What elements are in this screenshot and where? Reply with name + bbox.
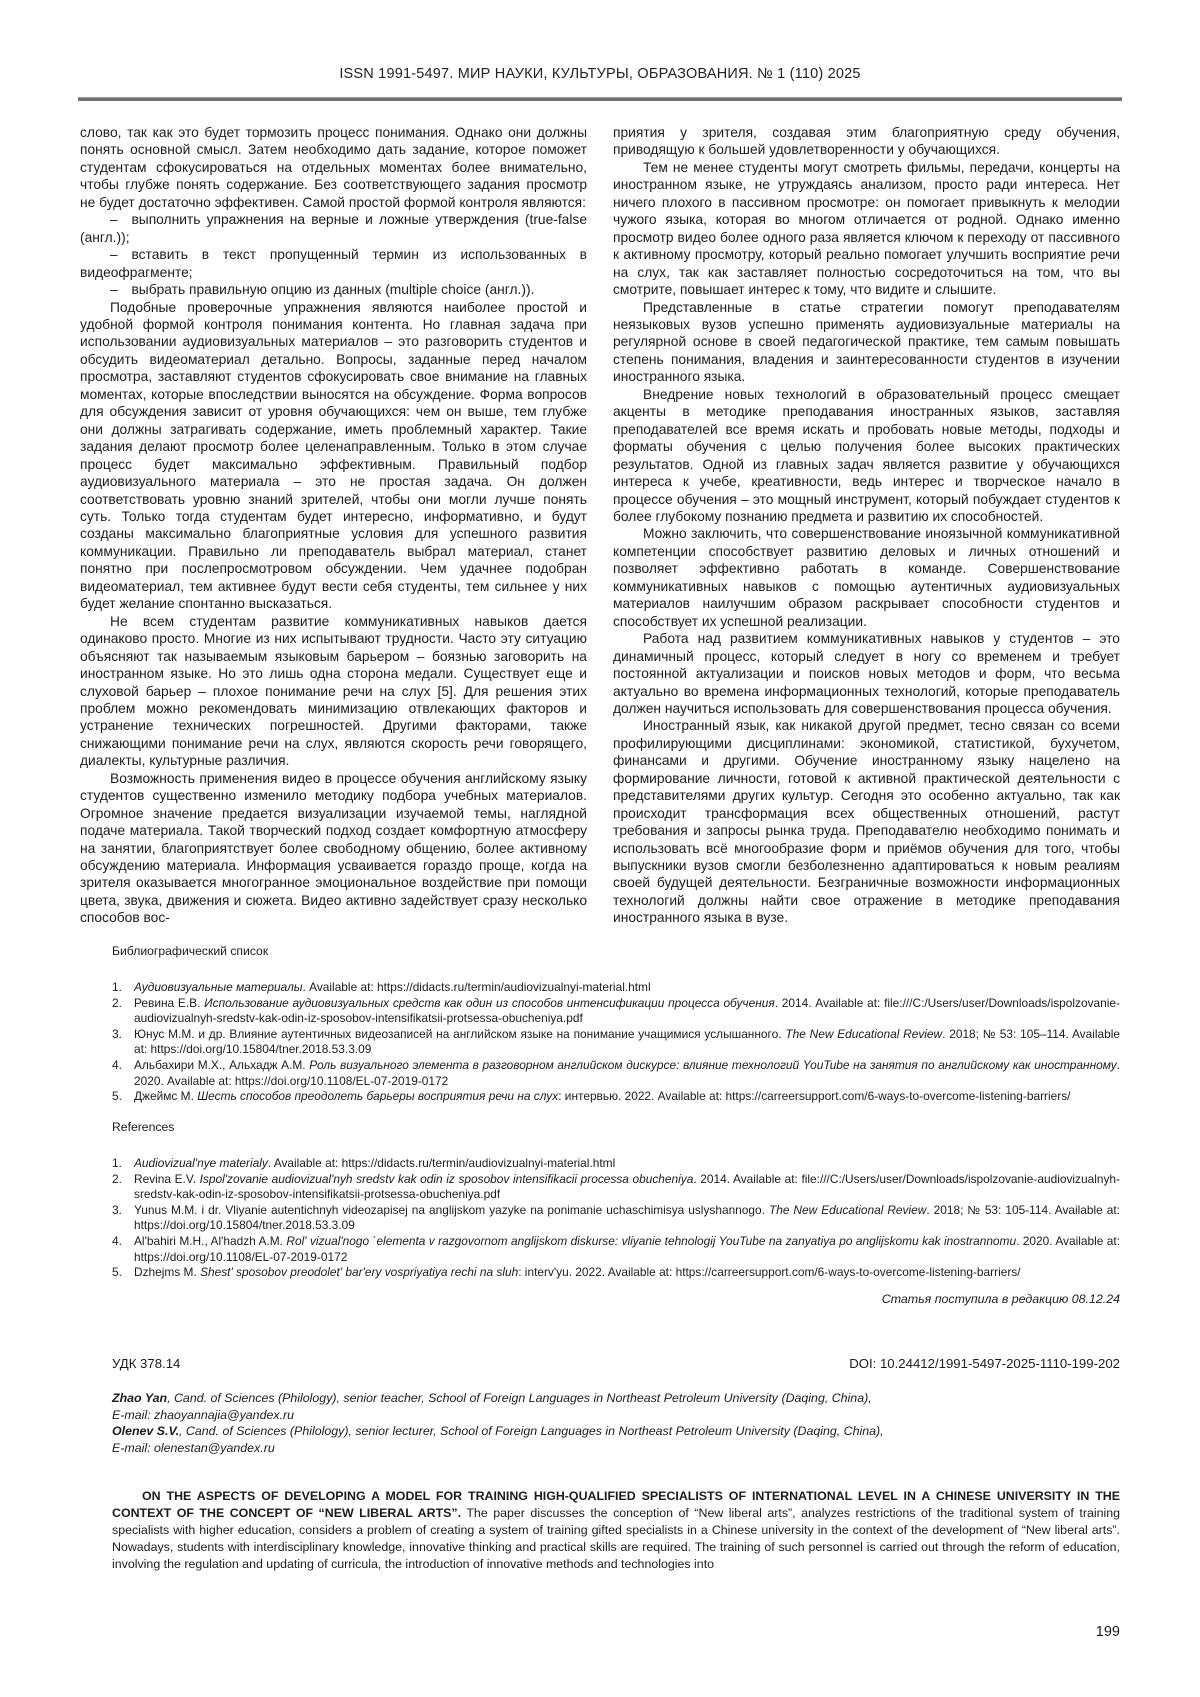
page-number: 199: [1095, 1624, 1120, 1640]
bibliography-list: [80, 980, 1120, 1105]
reference-item: 5. Dzhejms M. Shest' sposobov preodolet' bar'ery vospriyatiya rechi na sluh: interv'yu. 2022. Available at: https://carreersupport.com/6-ways-to-overcome-listening-barriers/: [112, 1265, 1021, 1280]
paragraph: Работа над развитием коммуникативных навыков у студентов – это динамичный процесс, который следует в ногу со временем и требует постоянной актуализации и поисков новых методов и форм, что весьма актуально во времена информационных технологий, которые преподаватель должен научиться использовать для совершенствования процесса обучения.: [613, 631, 1120, 716]
bibliography-heading: Библиографический список: [112, 944, 269, 958]
reference-number: 1.: [112, 980, 122, 994]
reference-number: 5.: [112, 1265, 122, 1280]
authors-block: [112, 1390, 1120, 1456]
abstract-title: ON THE ASPECTS OF DEVELOPING A MODEL FOR TRAINING HIGH-QUALIFIED SPECIALISTS OF INTERNATIONAL LEVEL IN A CHINESE UNIVERSITY IN THE CONTEXT OF THE CONCEPT OF “NEW LIBERAL ARTS”.: [112, 1489, 1120, 1521]
paragraph: Иностранный язык, как никакой другой предмет, тесно связан со всеми профилирующими дисциплинами: экономикой, статистикой, бухучетом, финансами и другими. Обучение иностранному языку нацелено на формирование личности, готовой к активной практической деятельности с представителями других культур. Сегодня это особенно актуально, так как происходит трансформация всех общественных отношений, растут требования и запросы рынка труда. Преподавателю необходимо понимать и использовать всё многообразие форм и приёмов обучения для того, чтобы выпускники вузов смогли безболезненно адаптироваться к новым реалиям своей будущей деятельности. Безграничные возможности информационных технологий должны найти свое отражение в методике преподавания иностранного языка в вузе.: [613, 718, 1120, 926]
reference-item: 5. Джеймс М. Шесть способов преодолеть барьеры восприятия речи на слух: интервью. 2022. Available at: https://carreersupport.com/6-ways-to-overcome-listening-barriers/: [112, 1089, 1071, 1104]
reference-item: 3. Yunus M.M. i dr. Vliyanie autentichnyh videozapisej na anglijskom yazyke na ponimanie uchaschimisya uslyshannogo. The New Educational Review. 2018; № 53: 105-114. Available at: https://doi.org/10.15804/tner.2018.53.3.09: [112, 1202, 1120, 1233]
abstract-text: The paper discusses the conception of “New liberal arts”, analyzes restrictions of the traditional system of training specialists with higher education, considers a problem of creating a system of training gifted specialists in a Chinese university in the context of the development of “New liberal arts”. Nowadays, students with interdisciplinary knowledge, innovative thinking and practical skills are required. The training of such personnel is carried out through the reform of education, involving the regulation and updating of curricula, the introduction of innovative methods and technologies into: [112, 1506, 1121, 1572]
paragraph: приятия у зрителя, создавая этим благоприятную среду обучения, приводящую к большей удовлетворенности у обучающихся.: [613, 125, 1120, 158]
author-line: [112, 1390, 1120, 1407]
paragraph: Возможность применения видео в процессе обучения английскому языку студентов существенно изменило методику подбора учебных материалов. Огромное значение предается визуализации изучаемой темы, наглядной подаче материала. Такой творческий подход создает комфортную атмосферу на занятии, благоприятствует более свободному общению, более активному обсуждению материала. Информация усваивается гораздо проще, когда на зрителя оказывается многогранное эмоциональное воздействие при помощи цвета, звука, движения и сюжета. Видео активно задействует сразу несколько способов вос-: [80, 770, 587, 926]
paragraph: Можно заключить, что совершенствование иноязычной коммуникативной компетенции способствует развитию деловых и личных отношений и позволяет эффективно работать в команде. Совершенствование коммуникативных навыков с помощью аутентичных аудиовизуальных материалов наилучшим образом раскрывает способности студентов и способствует их успешной реализации.: [613, 526, 1120, 629]
reference-number: 2.: [112, 1171, 122, 1186]
paragraph: Подобные проверочные упражнения являются наиболее простой и удобной формой контроля понимания контента. Но главная задача при использовании аудиовизуальных материалов – это разговорить студентов и обсудить видеоматериал детально. Вопросы, заданные перед началом просмотра, заставляют студентов сфокусировать свое внимание на главных моментах, которые впоследствии выносятся на обсуждение. Форма вопросов для обсуждения зависит от уровня обучающихся: чем он выше, тем глубже они должны затрагивать содержание, иметь проблемный характер. Такие задания делают просмотр более целенаправленным. Только в этом случае процесс будет максимально эффективным. Правильный подбор аудиовизуального материала – это не простая задача. Он должен соответствовать уровню знаний зрителей, чтобы они могли лучше понять суть. Только тогда студентам будет интересно, информативно, и будут созданы максимально благоприятные условия для успешного развития коммуникации. Правильно ли преподаватель выбрал материал, станет понятно при послепросмотровом обсуждении. Чем удачнее подобран видеоматериал, тем активнее будут вести себя студенты, тем сильнее у них будет желание спонтанно высказаться.: [80, 299, 587, 612]
reference-number: 4.: [112, 1233, 122, 1248]
meta-row: [80, 1356, 1120, 1371]
article-column-right: [613, 124, 1120, 926]
received-note: Статья поступила в редакцию 08.12.24: [881, 1292, 1120, 1306]
paragraph: Тем не менее студенты могут смотреть фильмы, передачи, концерты на иностранном языке, не утруждаясь анализом, просто ради интереса. Нет ничего плохого в пассивном просмотре: он помогает привыкнуть к мелодии чужого языка, которая во многом отличается от родной. Однако именно просмотр видео более одного раза является ключом к переходу от пассивного к активному просмотру, который реально помогает улучшить восприятие речи на слух, так как заставляет полностью сосредоточиться на том, что вы смотрите, повышает интерес к тому, что видите и слышите.: [613, 159, 1120, 298]
paragraph: Представленные в статье стратегии помогут преподавателям неязыковых вузов успешно применять аудиовизуальные материалы на регулярной основе в своей педагогической практике, тем самым повышать степень понимания, владения и заинтересованности студентов в изучении иностранного языка.: [613, 299, 1120, 385]
bullet-item: – вставить в текст пропущенный термин из использованных в видеофрагменте;: [80, 247, 587, 280]
bullet-item: – выбрать правильную опцию из данных (multiple choice (англ.)).: [110, 282, 535, 298]
paragraph: Не всем студентам развитие коммуникативных навыков дается одинаково просто. Многие из них испытывают трудности. Часто эту ситуацию объясняют так называемым языковым барьером – боязнью заговорить на иностранном языке. Но это лишь одна сторона медали. Существует еще и слуховой барьер – плохое понимание речи на слух [5]. Для решения этих проблем можно рекомендовать минимизацию отвлекающих факторов и устранение технических погрешностей. Другими факторами, также снижающими понимание речи на слух, являются скорость речи говорящего, диалекты, культурные различия.: [80, 613, 587, 769]
article-body: [80, 124, 1120, 926]
author-affiliation: , Cand. of Sciences (Philology), senior teacher, School of Foreign Languages in Northeast Petroleum University (Daqing, China),: [167, 1391, 872, 1405]
reference-item: 3. Юнус М.М. и др. Влияние аутентичных видеозаписей на английском языке на понимание учащимися услышанного. The New Educational Review. 2018; № 53: 105–114. Available at: https://doi.org/10.15804/tner.2018.53.3.09: [112, 1026, 1120, 1057]
reference-item: 4. Альбахири М.Х., Альхадж А.М. Роль визуального элемента в разговорном английском дискурсе: влияние технологий YouTube на занятия по английскому как иностранному. 2020. Available at: https://doi.org/10.1108/EL-07-2019-0172: [112, 1057, 1120, 1088]
references-heading: References: [112, 1120, 175, 1134]
author-name: Olenev S.V.: [112, 1424, 180, 1439]
article-column-left: [80, 124, 587, 926]
journal-header-line: ISSN 1991-5497. МИР НАУКИ, КУЛЬТУРЫ, ОБРАЗОВАНИЯ. № 1 (110) 2025: [339, 66, 861, 82]
references-list: [80, 1156, 1120, 1281]
author-email: E-mail: olenestan@yandex.ru: [112, 1440, 275, 1455]
reference-number: 3.: [112, 1026, 122, 1041]
reference-item: 2. Ревина Е.В. Использование аудиовизуальных средств как один из способов интенсификации процесса обучения. 2014. Available at: file:///C:/Users/user/Downloads/ispolzovanie-audiovizualnyh-sredstv-kak-odin-iz-sposobov-intensifikatsii-protsessa-obucheniya.pdf: [112, 995, 1120, 1026]
author-line: [112, 1423, 1120, 1440]
author-name: Zhao Yan: [112, 1391, 168, 1405]
reference-item: 4. Al'bahiri M.H., Al'hadzh A.M. Rol' vizual'nogo `elementa v razgovornom anglijskom diskurse: vliyanie tehnologij YouTube na zanyatiya po anglijskomu kak inostrannomu. 2020. Available at: https://doi.org/10.1108/EL-07-2019-0172: [112, 1233, 1120, 1264]
paragraph: слово, так как это будет тормозить процесс понимания. Однако они должны понять основной смысл. Затем необходимо дать задание, которое поможет студентам сфокусироваться на отдельных моментах более внимательно, чтобы глубже понять содержание. Без соответствующего задания просмотр не будет достаточно эффективен. Самой простой формой контроля являются:: [80, 125, 587, 210]
reference-number: 1.: [112, 1156, 122, 1170]
abstract: [112, 1488, 1120, 1573]
paragraph: Внедрение новых технологий в образовательный процесс смещает акценты в методике преподавания иностранных языков, заставляя преподавателей все время искать и пробовать новые методы, подходы и форматы обучения с целью получения более высоких практических результатов. Одной из главных задач является развитие у обучающихся интереса к учебе, креативности, ведь интерес и творческое начало в процессе обучения – это мощный инструмент, который побуждает студентов к более глубокому познанию предмета и развитию их способностей.: [613, 386, 1120, 524]
doi-label: DOI: 10.24412/1991-5497-2025-1110-199-202: [849, 1356, 1120, 1371]
header-rule: [78, 97, 1122, 101]
bullet-item: – выполнить упражнения на верные и ложные утверждения (true-false (англ.));: [80, 212, 587, 245]
author-affiliation: , Cand. of Sciences (Philology), senior lecturer, School of Foreign Languages in Northeast Petroleum University (Daqing, China),: [179, 1424, 884, 1439]
udk-label: УДК 378.14: [112, 1356, 181, 1371]
reference-item: 1. Audiovizual'nye materialy. Available at: https://didacts.ru/termin/audiovizualnyi-material.html: [112, 1156, 616, 1170]
reference-number: 5.: [112, 1089, 122, 1104]
author-email: E-mail: zhaoyannajia@yandex.ru: [112, 1407, 295, 1422]
reference-number: 4.: [112, 1057, 122, 1072]
reference-item: 2. Revina E.V. Ispol'zovanie audiovizual'nyh sredstv kak odin iz sposobov intensifikacii processa obucheniya. 2014. Available at: file:///C:/Users/user/Downloads/ispolzovanie-audiovizualnyh-sredstv-kak-odin-iz-sposobov-intensifikatsii-protsessa-obucheniya.pdf: [112, 1171, 1120, 1202]
reference-number: 2.: [112, 995, 122, 1010]
reference-item: 1. Аудиовизуальные материалы. Available at: https://didacts.ru/termin/audiovizualnyi-material.html: [112, 980, 651, 994]
reference-number: 3.: [112, 1202, 122, 1217]
